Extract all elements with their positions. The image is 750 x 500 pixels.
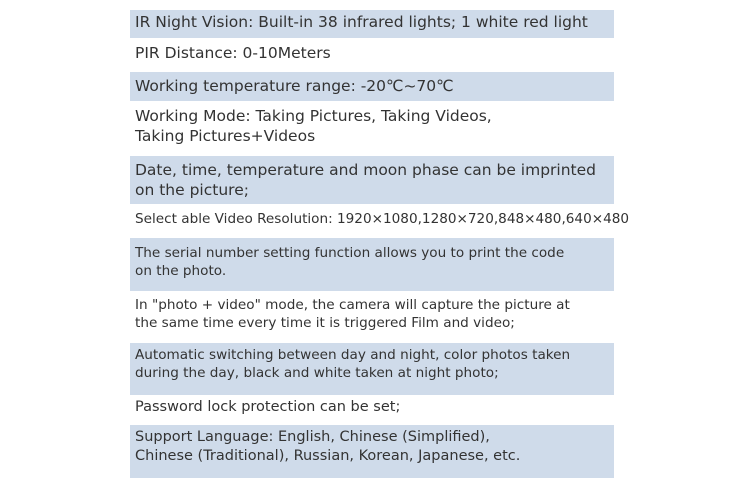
spec-ir-night-vision: IR Night Vision: Built-in 38 infrared lights; 1 white red light (130, 10, 614, 38)
spec-pir-distance: PIR Distance: 0-10Meters (130, 43, 614, 67)
spec-password-lock: Password lock protection can be set; (130, 396, 614, 422)
spec-video-resolution: Select able Video Resolution: 1920×1080,1280×720,848×480,640×480 (130, 210, 630, 234)
spec-serial-number: The serial number setting function allows you to print the code on the photo. (130, 238, 614, 291)
spec-imprint: Date, time, temperature and moon phase can be imprinted on the picture; (130, 156, 614, 204)
spec-support-language: Support Language: English, Chinese (Simplified), Chinese (Traditional), Russian, Korean, Japanese, etc. (130, 425, 614, 478)
spec-working-mode: Working Mode: Taking Pictures, Taking Videos, Taking Pictures+Videos (130, 106, 614, 151)
spec-photo-video-mode: In "photo + video" mode, the camera will capture the picture at the same time every time it is triggered Film and video; (130, 294, 614, 338)
spec-working-temperature: Working temperature range: -20℃~70℃ (130, 72, 614, 101)
spec-day-night-switching: Automatic switching between day and night, color photos taken during the day, black and white taken at night photo; (130, 343, 614, 395)
